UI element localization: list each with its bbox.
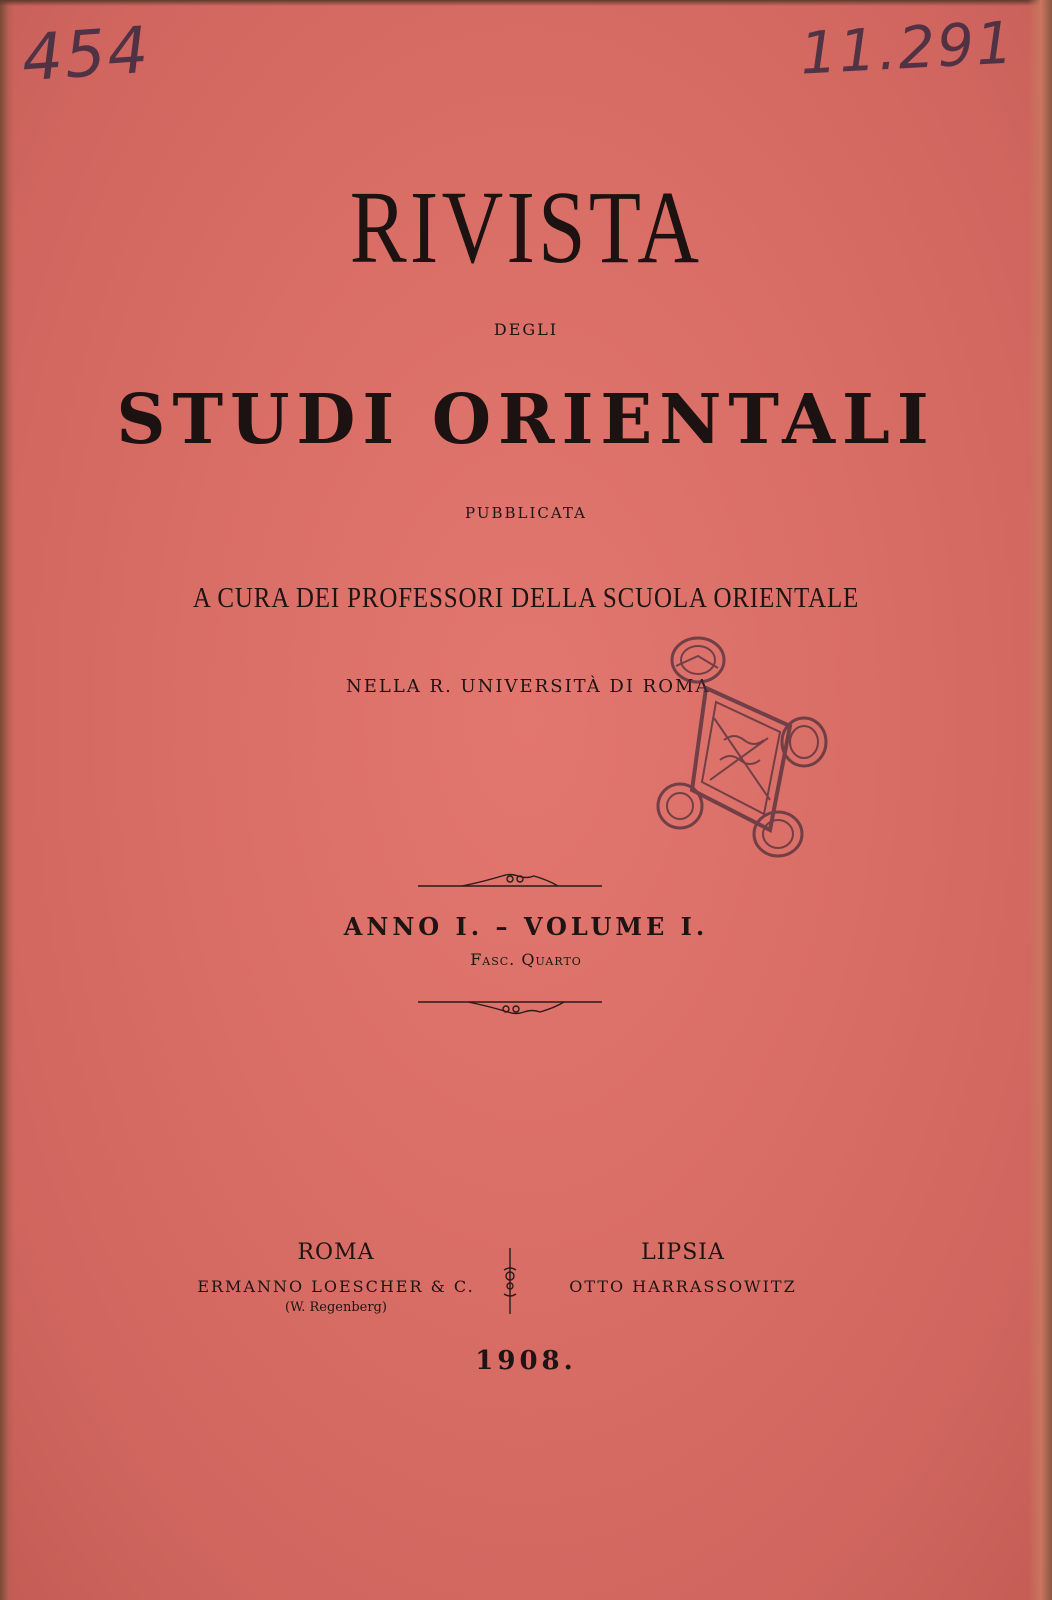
- title-studi-orientali: STUDI ORIENTALI: [116, 380, 936, 460]
- fascicle-line: Fasc. Quarto: [470, 950, 582, 969]
- ornament-top: [418, 868, 602, 892]
- ornament-bottom: [418, 996, 602, 1020]
- university-line: NELLA R. UNIVERSITÀ DI ROMA: [346, 676, 711, 697]
- handwritten-number-left: 454: [19, 13, 153, 97]
- city-lipsia: LIPSIA: [641, 1240, 725, 1265]
- publishers-block: [0, 1240, 1052, 1350]
- word-pubblicata: PUBBLICATA: [465, 504, 587, 522]
- publication-year: 1908.: [475, 1346, 577, 1376]
- publisher-rome: [186, 1240, 486, 1315]
- top-edge: [0, 0, 1052, 6]
- publisher-harrassowitz: OTTO HARRASSOWITZ: [569, 1277, 797, 1296]
- handwritten-number-right: 11.291: [798, 8, 1017, 88]
- word-degli: DEGLI: [493, 320, 559, 339]
- library-stamp: [640, 630, 840, 865]
- volume-line: ANNO I. – VOLUME I.: [343, 912, 709, 941]
- publisher-loescher: ERMANNO LOESCHER & C.: [197, 1277, 475, 1296]
- city-roma: ROMA: [297, 1240, 375, 1265]
- publisher-loescher-sub: (W. Regenberg): [285, 1300, 387, 1315]
- publisher-leipzig: [538, 1240, 828, 1296]
- editors-line: A CURA DEI PROFESSORI DELLA SCUOLA ORIENTALE: [192, 582, 860, 614]
- vertical-flourish: [498, 1246, 522, 1316]
- title-rivista: RIVISTA: [349, 170, 703, 285]
